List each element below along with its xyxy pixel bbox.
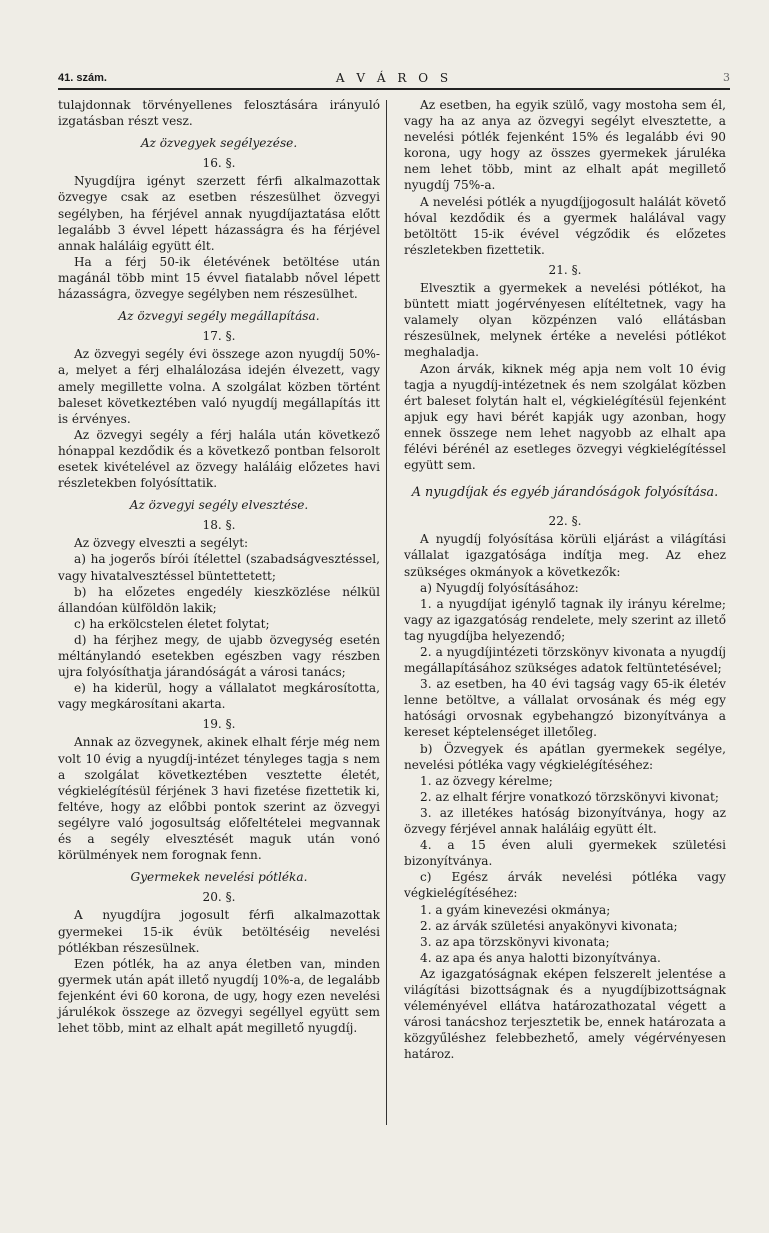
paragraph: a) Nyugdíj folyósításához: [420,580,579,595]
column-divider [386,100,387,1125]
left-column [58,97,380,1036]
page-number: 3 [723,71,730,84]
section-heading: A nyugdíjak és egyéb járandóságok folyósítása. [411,485,719,501]
paragraph: c) Egész árvák nevelési pótléka vagy végkielégítéséhez: [404,870,726,901]
paragraph: 1. a gyám kinevezési okmánya; [420,902,611,917]
paragraph-number: 20. §. [202,890,236,905]
section-heading: Az özvegyi segély elvesztése. [129,498,309,513]
section-heading: Az özvegyi segély megállapítása. [118,309,320,324]
paragraph-number: 16. §. [202,156,236,171]
paragraph: 4. az apa és anya halotti bizonyítványa. [420,950,661,965]
paragraph: Annak az özvegynek, akinek elhalt férje még nem volt 10 évig a nyugdíj-intézet tényleges tagja s nem a szolgálat következtében vesztette életét, végkielégítésül férjének 3 havi fizetése fizettetik ki, feltéve, hogy az előbbi pontok szerint az özvegyi segélyre való jogosultság előfeltételei megvannak és a segély elvesztését maguk után vonó körülmények nem forognak fenn. [58,735,380,863]
paragraph: Az özvegyi segély évi összege azon nyugdíj 50%-a, melyet a férj elhalálozása idején élvezett, vagy amely megillette volna. A szolgálat közben történt baleset következtében való nyugdíj megállapítás itt is érvényes. [58,347,380,426]
right-column [404,97,726,1062]
paragraph: b) ha előzetes engedély kieszközlése nélkül állandóan külföldön lakik; [58,584,380,615]
paragraph-number: 19. §. [202,717,236,732]
paragraph: e) ha kiderül, hogy a vállalatot megkárosította, vagy megkárosítani akarta. [58,681,380,712]
section-heading: Az özvegyek segélyezése. [140,136,298,151]
journal-title: A V Á R O S [335,71,453,85]
paragraph: Ezen pótlék, ha az anya életben van, minden gyermek után apát illető nyugdíj 10%-a, de legalább fejenként évi 60 korona, de ugy, hogy ezen nevelési járulékok összege az özvegyi segéllyel együtt sem lehet több, mint az elhalt apát megillető nyugdíj. [58,956,380,1036]
paragraph: 2. az elhalt férjre vonatkozó törzskönyvi kivonat; [420,789,719,804]
paragraph: 3. az illetékes hatóság bizonyítványa, hogy az özvegy férjével annak haláláig együtt élt. [404,805,726,837]
paragraph: Elvesztik a gyermekek a nevelési pótlékot, ha büntett miatt jogérvényesen elítéltetnek, vagy ha valamely olyan közpénzen való ellátásban részesülnek, melynek értéke a nevelési pótlékot meghaladja. [404,281,726,360]
paragraph: Azon árvák, kiknek még apja nem volt 10 évig tagja a nyugdíj-intézetnek és nem szolgálat közben ért baleset folytán halt el, végkielégítésül fejenként apjuk egy havi bérét kapják ugy azonban, hogy ennek összege nem lehet nagyobb az elhalt apa félévi bérénél az esetleges özvegyi végkielégítéssel együtt sem. [404,361,726,473]
paragraph: Az özvegy elveszti a segélyt: [74,536,249,551]
paragraph: 2. a nyugdíjintézeti törzskönyv kivonata a nyugdíj megállapításához szükséges adatok feltüntetésével; [404,645,726,676]
paragraph-number: 22. §. [548,514,582,529]
paragraph: 1. az özvegy kérelme; [420,773,553,788]
paragraph: 3. az apa törzskönyvi kivonata; [420,934,610,949]
paragraph: Nyugdíjra igényt szerzett férfi alkalmazottak özvegye csak az esetben részesülhet özvegyi segélyben, ha férjével annak nyugdíjaztatása előtt legalább 3 évvel lépett házasságra és ha férjével annak haláláig együtt élt. [58,174,380,253]
paragraph: 2. az árvák születési anyakönyvi kivonata; [420,918,678,933]
section-heading: Gyermekek nevelési pótléka. [130,870,308,885]
paragraph: 4. a 15 éven aluli gyermekek születési bizonyítványa. [404,838,726,869]
paragraph: Az özvegyi segély a férj halála után következő hónappal kezdődik és a következő pontban felsorolt esetek kivételével az özvegy haláláig előzetes havi részletekben folyósíttatik. [58,427,380,491]
paragraph-number: 17. §. [202,329,236,344]
paragraph: A nyugdíjra jogosult férfi alkalmazottak gyermekei 15-ik évük betöltéséig nevelési pótlékban részesülnek. [58,908,380,955]
paragraph: d) ha férjhez megy, de ujabb özvegység esetén méltánylandó esetekben egészben vagy részben ujra folyósíthatja járandóságát a városi tanács; [58,632,380,680]
paragraph: A nevelési pótlék a nyugdíjjogosult halálát követő hóval kezdődik és a gyermek halálával vagy betöltött 15-ik évével végződik és előzetes részletekben fizettetik. [404,194,726,257]
paragraph: 3. az esetben, ha 40 évi tagság vagy 65-ik életév lenne betöltve, a vállalat orvosának és még egy hatósági orvosnak egybehangzó bizonyítványa a kereset képtelenséget illetőleg. [404,677,726,740]
issue-number: 41. szám. [58,72,107,84]
paragraph-number: 21. §. [548,262,582,277]
paragraph: A nyugdíj folyósítása körüli eljárást a világítási vállalat igazgatósága indítja meg. Az ehez szükséges okmányok a következők: [404,532,726,579]
paragraph-number: 18. §. [202,518,236,533]
paragraph: tulajdonnak törvényellenes felosztására irányuló izgatásban részt vesz. [58,98,380,129]
page-header [58,70,730,90]
paragraph: a) ha jogerős bírói ítélettel (szabadságvesztéssel, vagy hivatalvesztéssel büntettetett; [58,552,380,583]
paragraph: Ha a férj 50-ik életévének betöltése után magánál több mint 15 évvel fiatalabb nővel lépett házasságra, özvegye segélyben nem részesülhet. [58,254,380,302]
paragraph: Az esetben, ha egyik szülő, vagy mostoha sem él, vagy ha az anya az özvegyi segélyt elvesztette, a nevelési pótlék fejenként 15% és legalább évi 90 korona, ugy hogy az összes gyermekek járuléka nem lehet több, mint az elhalt apát megillető nyugdíj 75%-a. [404,98,726,193]
paragraph: 1. a nyugdíjat igénylő tagnak ily irányu kérelme; vagy az igazgatóság rendelete, mely szerint az illető tag nyugdíjba helyezendő; [404,596,726,643]
paragraph: c) ha erkölcstelen életet folytat; [74,616,270,631]
paragraph: b) Özvegyek és apátlan gyermekek segélye, nevelési pótléka vagy végkielégítéséhez: [404,741,726,772]
paragraph: Az igazgatóságnak eképen felszerelt jelentése a világítási bizottságnak és a nyugdíjbizottságnak véleményével ellátva határozathozatal végett a városi tanácshoz terjesztetik be, ennek határozata a közgyűléshez felebbezhető, amely végérvényesen határoz. [404,966,726,1062]
